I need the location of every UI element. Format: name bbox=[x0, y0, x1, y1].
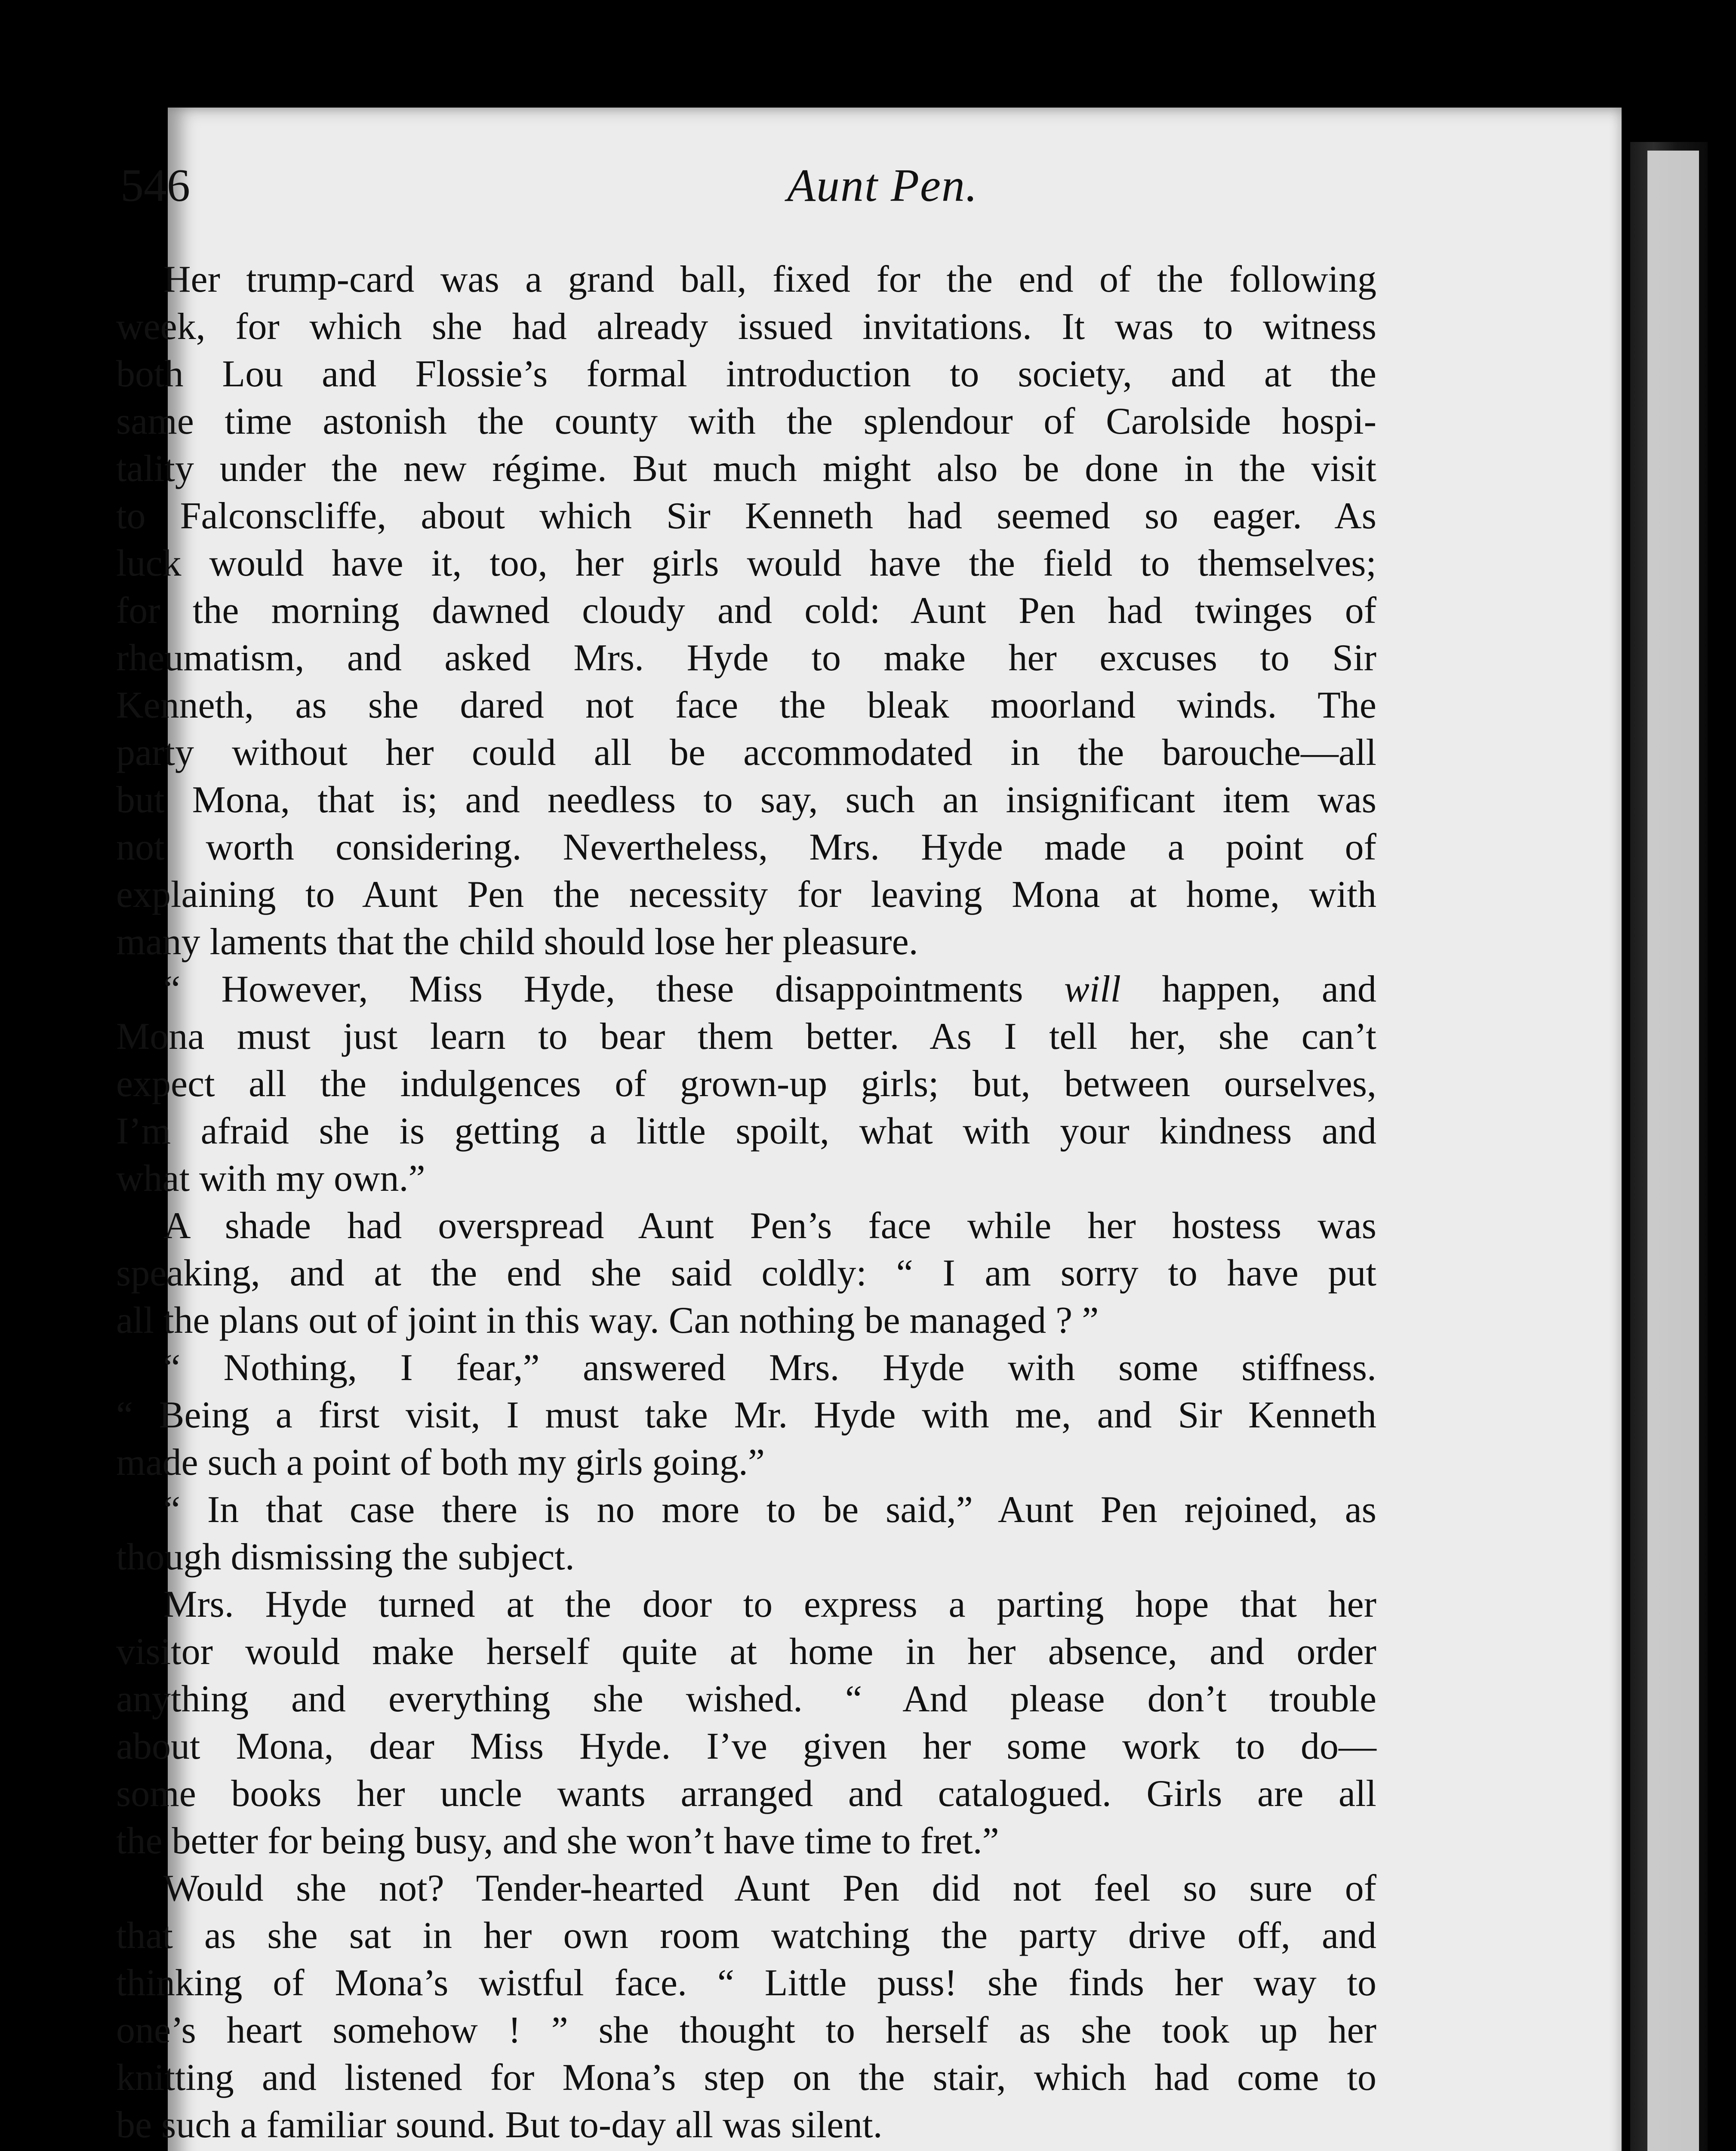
text-line: “ Being a first visit, I must take Mr. Hyde with me, and Sir Kenneth bbox=[116, 1394, 1376, 1436]
text-line: anything and everything she wished. “ And please don’t trouble bbox=[116, 1678, 1376, 1720]
text-line: knitting and listened for Mona’s step on the stair, which had come to bbox=[116, 2057, 1376, 2099]
text-line: though dismissing the subject. bbox=[116, 1536, 575, 1578]
text-line: Kenneth, as she dared not face the bleak moorland winds. The bbox=[116, 684, 1376, 726]
text-line: week, for which she had already issued invitations. It was to witness bbox=[116, 306, 1376, 348]
text-line: visitor would make herself quite at home in her absence, and order bbox=[116, 1631, 1376, 1673]
text-line: about Mona, dear Miss Hyde. I’ve given her some work to do— bbox=[116, 1726, 1376, 1767]
text-line: what with my own.” bbox=[116, 1158, 425, 1199]
page-header bbox=[120, 159, 1497, 245]
text-line: for the morning dawned cloudy and cold: Aunt Pen had twinges of bbox=[116, 590, 1376, 632]
text-line: “ However, Miss Hyde, these disappointments will happen, and bbox=[163, 968, 1376, 1010]
text-line: “ In that case there is no more to be said,” Aunt Pen rejoined, as bbox=[163, 1489, 1376, 1531]
text-line: one’s heart somehow ! ” she thought to herself as she took up her bbox=[116, 2009, 1376, 2051]
next-page-edge bbox=[1630, 142, 1708, 2151]
text-line: the better for being busy, and she won’t have time to fret.” bbox=[116, 1820, 999, 1862]
text-line: made such a point of both my girls going.” bbox=[116, 1442, 765, 1483]
text-line: some books her uncle wants arranged and catalogued. Girls are all bbox=[116, 1773, 1376, 1815]
text-line: to Falconscliffe, about which Sir Kenneth had seemed so eager. As bbox=[116, 495, 1376, 537]
running-head: Aunt Pen. bbox=[787, 160, 978, 211]
text-line: same time astonish the county with the splendour of Carolside hospi- bbox=[116, 401, 1376, 442]
text-line: not worth considering. Nevertheless, Mrs. Hyde made a point of bbox=[116, 826, 1376, 868]
text-line: Mona must just learn to bear them better. As I tell her, she can’t bbox=[116, 1016, 1376, 1057]
text-line: thinking of Mona’s wistful face. “ Little puss! she finds her way to bbox=[116, 1962, 1376, 2004]
page-number: 546 bbox=[120, 160, 190, 211]
text-line: I’m afraid she is getting a little spoilt, what with your kindness and bbox=[116, 1110, 1376, 1152]
text-line: but Mona, that is; and needless to say, such an insignificant item was bbox=[116, 779, 1376, 821]
text-line: party without her could all be accommodated in the barouche—all bbox=[116, 732, 1376, 773]
text-line: expect all the indulgences of grown-up girls; but, between ourselves, bbox=[116, 1063, 1376, 1105]
text-line: many laments that the child should lose her pleasure. bbox=[116, 921, 918, 963]
text-line: Would she not? Tender-hearted Aunt Pen did not feel so sure of bbox=[163, 1867, 1376, 1909]
text-line: be such a familiar sound. But to-day all was silent. bbox=[116, 2104, 883, 2146]
body-text bbox=[116, 256, 1376, 2151]
text-line: luck would have it, too, her girls would have the field to themselves; bbox=[116, 542, 1376, 584]
text-line: both Lou and Flossie’s formal introduction to society, and at the bbox=[116, 353, 1376, 395]
text-line: rheumatism, and asked Mrs. Hyde to make her excuses to Sir bbox=[116, 637, 1376, 679]
text-line: Her trump-card was a grand ball, fixed for the end of the following bbox=[163, 259, 1376, 300]
text-line: A shade had overspread Aunt Pen’s face while her hostess was bbox=[163, 1205, 1376, 1247]
text-line: “ Nothing, I fear,” answered Mrs. Hyde with some stiffness. bbox=[163, 1347, 1376, 1389]
text-line: speaking, and at the end she said coldly: “ I am sorry to have put bbox=[116, 1252, 1376, 1294]
text-line: Mrs. Hyde turned at the door to express a parting hope that her bbox=[163, 1584, 1376, 1625]
text-line: all the plans out of joint in this way. Can nothing be managed ? ” bbox=[116, 1300, 1099, 1341]
text-line: that as she sat in her own room watching the party drive off, and bbox=[116, 1915, 1376, 1957]
next-page-sliver bbox=[1647, 151, 1699, 2151]
text-line bbox=[116, 2149, 1376, 2151]
text-line: tality under the new régime. But much might also be done in the visit bbox=[116, 448, 1376, 490]
text-line: explaining to Aunt Pen the necessity for leaving Mona at home, with bbox=[116, 874, 1376, 915]
